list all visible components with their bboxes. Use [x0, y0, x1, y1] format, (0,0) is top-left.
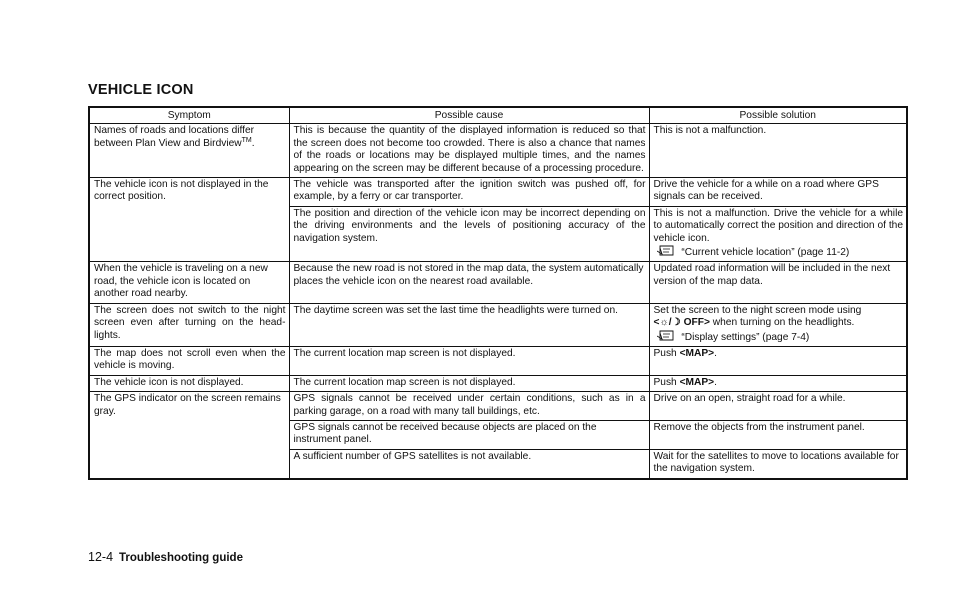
table-row: [89, 124, 907, 178]
reference-page-icon: [657, 245, 679, 256]
reference-link: “Display settings” (page 7-4): [681, 331, 810, 343]
table-row: [89, 303, 907, 346]
table-row: [89, 178, 907, 207]
symptom-cell: The map does not scroll even when the vehicle is moving.: [89, 346, 289, 375]
cause-cell: A sufficient number of GPS satellites is not available.: [289, 449, 649, 478]
solution-cell: This is not a malfunction.: [649, 124, 907, 178]
solution-cell: Wait for the satellites to move to locations available for the navigation system.: [649, 449, 907, 478]
table-header-row: [89, 107, 907, 124]
symptom-cell: The GPS indicator on the screen remains gray.: [89, 392, 289, 479]
header-possible-cause: Possible cause: [289, 107, 649, 124]
header-symptom: Symptom: [89, 107, 289, 124]
solution-cell: Set the screen to the night screen mode using <☼/☽ OFF> when turning on the headlights. “Display settings” (page 7-4): [649, 303, 907, 346]
symptom-cell: The vehicle icon is not displayed.: [89, 375, 289, 391]
solution-cell: Updated road information will be included in the next version of the map data.: [649, 262, 907, 303]
cause-cell: The daytime screen was set the last time the headlights were turned on.: [289, 303, 649, 346]
header-possible-solution: Possible solution: [649, 107, 907, 124]
section-title: VEHICLE ICON: [88, 82, 194, 98]
cause-cell: The vehicle was transported after the ignition switch was pushed off, for example, by a ferry or car transporter.: [289, 178, 649, 207]
page-number: 12-4: [88, 550, 114, 564]
symptom-cell: When the vehicle is traveling on a new road, the vehicle icon is located on another road nearby.: [89, 262, 289, 303]
cause-cell: The current location map screen is not displayed.: [289, 375, 649, 391]
reference-link: “Current vehicle location” (page 11-2): [681, 247, 850, 259]
solution-cell: This is not a malfunction. Drive the vehicle for a while to automatically correct the position and direction of the vehicle icon. “Current vehicle location” (page 11-2): [649, 206, 907, 262]
cause-cell: GPS signals cannot be received under certain conditions, such as in a parking garage, on a road with many tall buildings, etc.: [289, 392, 649, 421]
table-row: [89, 392, 907, 421]
symptom-cell: The screen does not switch to the night screen even after turning on the head-lights.: [89, 303, 289, 346]
cause-cell: Because the new road is not stored in the map data, the system automatically places the vehicle icon on the nearest road available.: [289, 262, 649, 303]
trademark-mark: TM: [241, 136, 252, 144]
symptom-cell: The vehicle icon is not displayed in the correct position.: [89, 178, 289, 262]
solution-cell: Push <MAP>.: [649, 346, 907, 375]
cause-cell: The current location map screen is not displayed.: [289, 346, 649, 375]
solution-cell: Drive the vehicle for a while on a road where GPS signals can be received.: [649, 178, 907, 207]
cause-cell: GPS signals cannot be received because objects are placed on the instrument panel.: [289, 420, 649, 449]
footer-section-label: Troubleshooting guide: [119, 552, 243, 564]
solution-cell: Remove the objects from the instrument panel.: [649, 420, 907, 449]
troubleshooting-table: [88, 106, 908, 480]
page-footer: [88, 550, 243, 564]
day-night-icon: ☼/☽: [659, 317, 681, 329]
cause-cell: This is because the quantity of the displayed information is reduced so that the screen does not become too crowded. There is also a chance that names of the roads or locations may be displayed multiple times, and the names appearing on the screen may be different because of a processing procedure.: [289, 124, 649, 178]
solution-cell: Push <MAP>.: [649, 375, 907, 391]
table-row: [89, 346, 907, 375]
table-row: [89, 375, 907, 391]
symptom-cell: Names of roads and locations differ between Plan View and Birdview™.: [89, 124, 289, 178]
cause-cell: The position and direction of the vehicle icon may be incorrect depending on the driving environments and the levels of positioning accuracy of the navigation system.: [289, 206, 649, 262]
solution-cell: Drive on an open, straight road for a while.: [649, 392, 907, 421]
table-row: [89, 262, 907, 303]
reference-page-icon: [657, 330, 679, 341]
